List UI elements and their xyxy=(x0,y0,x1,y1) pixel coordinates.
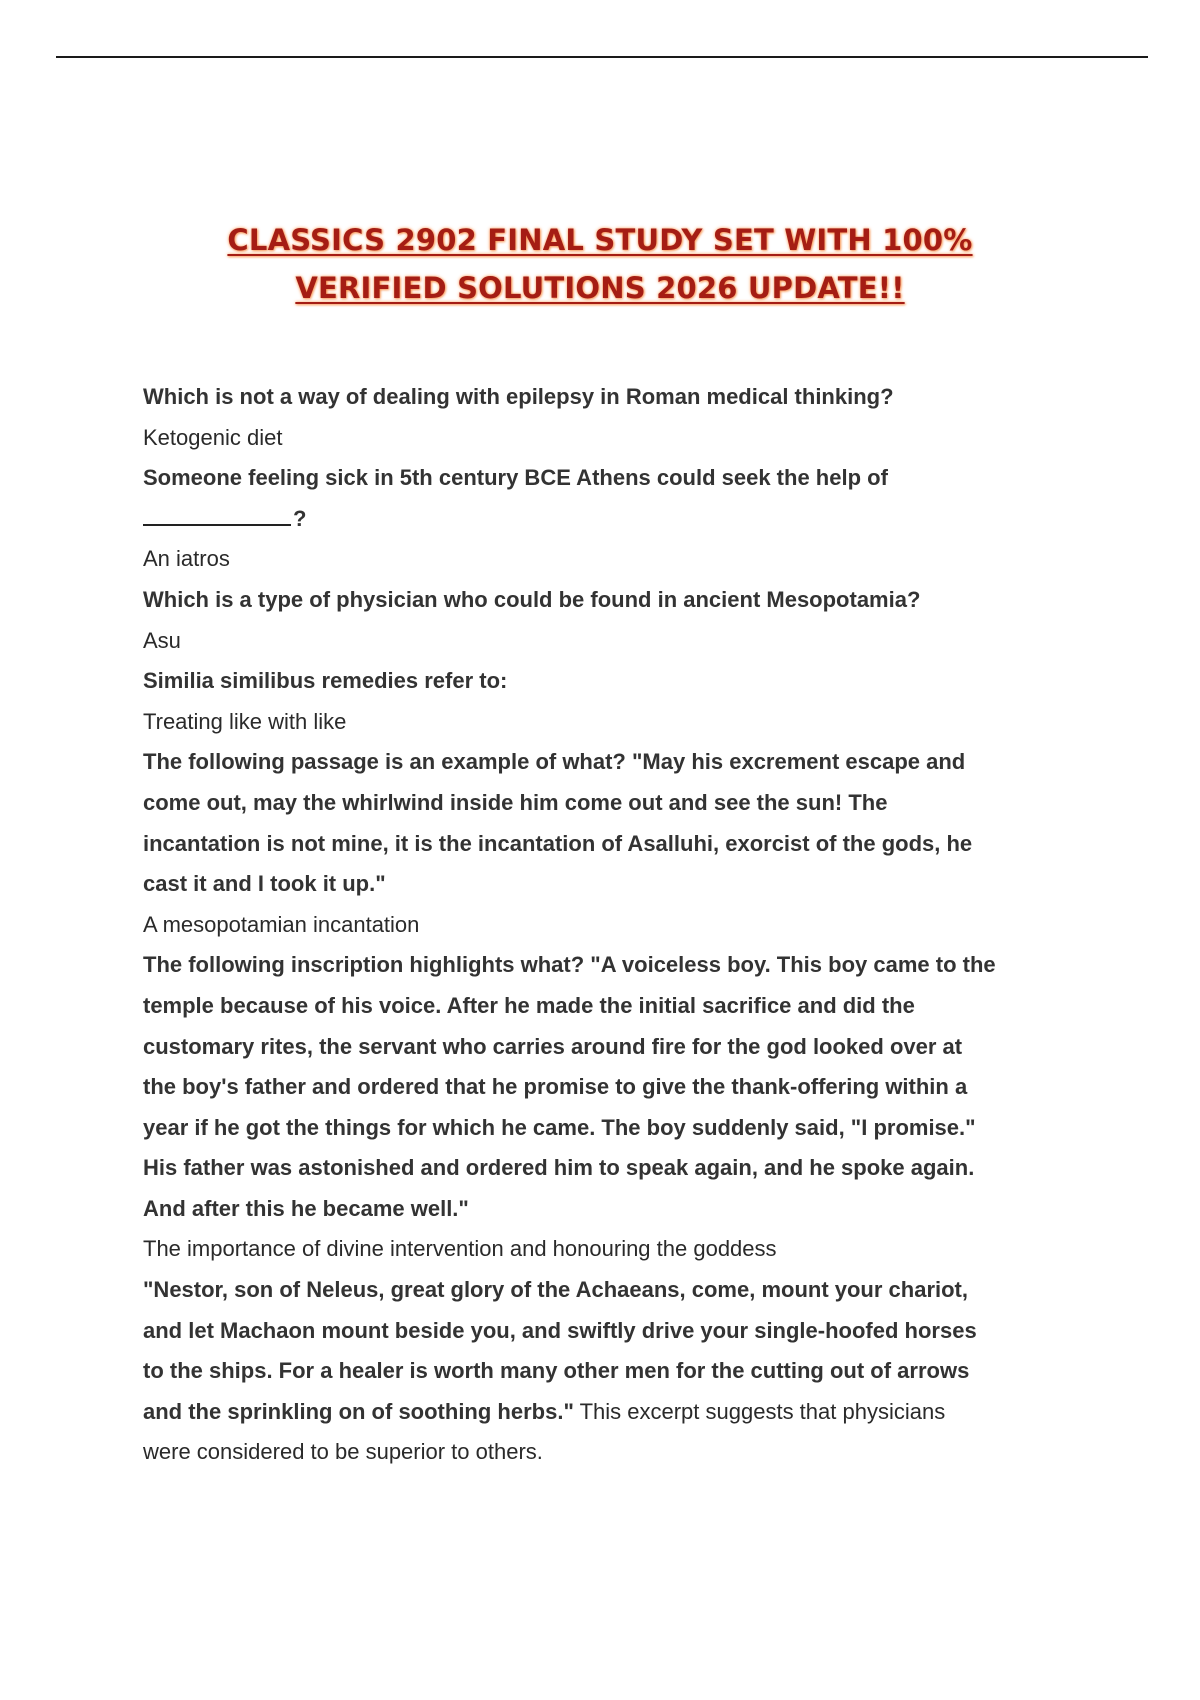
question-6-line-1: The following inscription highlights what? "A voiceless boy. This boy came to the xyxy=(143,952,996,978)
answer-6: The importance of divine intervention and honouring the goddess xyxy=(143,1236,777,1262)
question-2-line-1: Someone feeling sick in 5th century BCE Athens could seek the help of xyxy=(143,465,888,491)
header-rule xyxy=(56,56,1148,58)
answer-5: A mesopotamian incantation xyxy=(143,911,420,937)
answer-3: Asu xyxy=(143,627,181,653)
question-6-line-5: year if he got the things for which he came. The boy suddenly said, "I promise." xyxy=(143,1114,976,1140)
answer-7-part-1: This excerpt suggests that physicians xyxy=(573,1398,946,1424)
question-2-mark: ? xyxy=(293,505,307,531)
answer-1: Ketogenic diet xyxy=(143,424,283,450)
title-line-1: CLASSICS 2902 FINAL STUDY SET WITH 100% xyxy=(227,223,973,257)
question-6-line-7: And after this he became well." xyxy=(143,1195,469,1221)
study-set xyxy=(143,377,1083,1473)
question-2-line-2 xyxy=(143,499,1083,540)
answer-4: Treating like with like xyxy=(143,708,347,734)
question-5-line-2: come out, may the whirlwind inside him come out and see the sun! The xyxy=(143,789,888,815)
question-7-line-1: "Nestor, son of Neleus, great glory of the Achaeans, come, mount your chariot, xyxy=(143,1277,968,1303)
question-5-line-1: The following passage is an example of what? "May his excrement escape and xyxy=(143,749,966,775)
question-7-line-4 xyxy=(143,1392,1083,1433)
question-5-line-4: cast it and I took it up." xyxy=(143,871,386,897)
question-7-line-4-quote: and the sprinkling on of soothing herbs." xyxy=(143,1398,574,1424)
fill-in-blank xyxy=(143,502,291,526)
question-3: Which is a type of physician who could be found in ancient Mesopotamia? xyxy=(143,586,921,612)
question-6-line-4: the boy's father and ordered that he promise to give the thank-offering within a xyxy=(143,1074,968,1100)
question-6-line-3: customary rites, the servant who carries around fire for the god looked over at xyxy=(143,1033,963,1059)
document-title xyxy=(150,216,1050,312)
question-4: Similia similibus remedies refer to: xyxy=(143,668,508,694)
question-1: Which is not a way of dealing with epilepsy in Roman medical thinking? xyxy=(143,384,894,409)
answer-7-part-2: were considered to be superior to others. xyxy=(143,1439,543,1465)
question-5-line-3: incantation is not mine, it is the incantation of Asalluhi, exorcist of the gods, he xyxy=(143,830,973,856)
title-line-2: VERIFIED SOLUTIONS 2026 UPDATE!! xyxy=(295,271,905,305)
question-7-line-3: to the ships. For a healer is worth many other men for the cutting out of arrows xyxy=(143,1358,970,1384)
answer-2: An iatros xyxy=(143,546,230,572)
question-6-line-2: temple because of his voice. After he made the initial sacrifice and did the xyxy=(143,992,915,1018)
question-6-line-6: His father was astonished and ordered him to speak again, and he spoke again. xyxy=(143,1155,975,1181)
question-7-line-2: and let Machaon mount beside you, and swiftly drive your single-hoofed horses xyxy=(143,1317,977,1343)
